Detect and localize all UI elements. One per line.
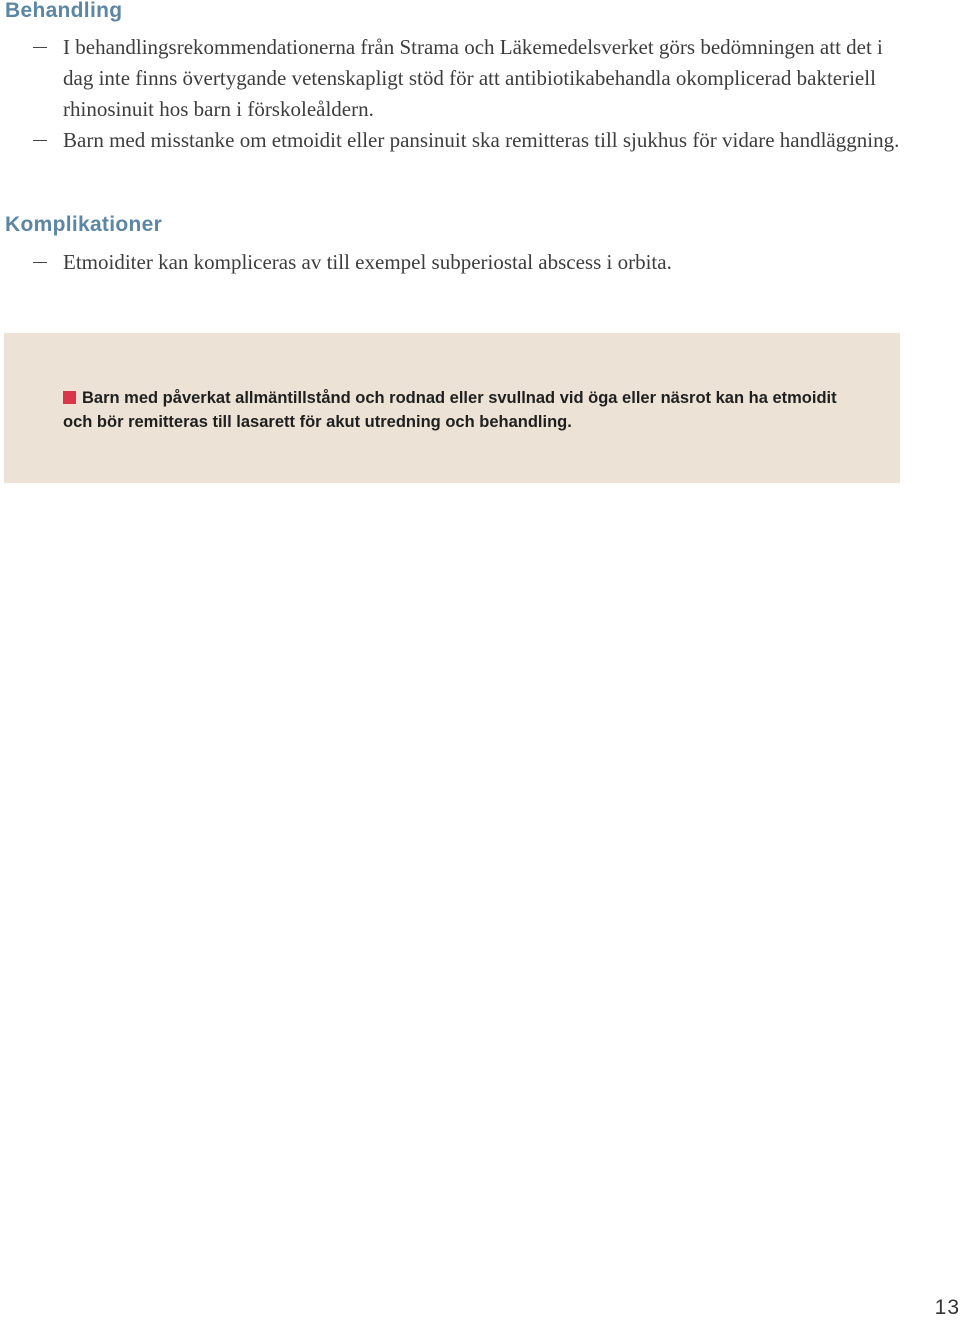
dash-bullet-icon (33, 262, 47, 263)
list-item (0, 247, 905, 278)
list-item (0, 32, 905, 125)
list-item-text: Barn med misstanke om etmoidit eller pansinuit ska remitteras till sjukhus för vidare handläggning. (63, 128, 900, 152)
callout-text: Barn med påverkat allmäntillstånd och rodnad eller svullnad vid öga eller näsrot kan ha etmoidit och bör remitteras till lasarett för akut utredning och behandling. (63, 389, 837, 431)
list-item-text: I behandlingsrekommendationerna från Strama och Läkemedelsverket görs bedömningen att det i dag inte finns övertygande vetenskapligt stöd för att antibiotikabehandla okomplicerad bakteriell rhinosinuit hos barn i förskoleåldern. (63, 35, 883, 121)
section-heading-komplikationer: Komplikationer (5, 213, 163, 236)
behandling-list (0, 32, 960, 156)
page-number: 13 (934, 1296, 960, 1319)
dash-bullet-icon (33, 140, 47, 141)
section-heading-behandling: Behandling (5, 0, 123, 22)
red-square-icon (63, 391, 76, 404)
list-item-text: Etmoiditer kan kompliceras av till exempel subperiostal abscess i orbita. (63, 250, 672, 274)
callout-paragraph (63, 386, 853, 434)
komplikationer-list (0, 247, 960, 278)
dash-bullet-icon (33, 47, 47, 48)
list-item (0, 125, 905, 156)
callout-box (4, 333, 900, 483)
